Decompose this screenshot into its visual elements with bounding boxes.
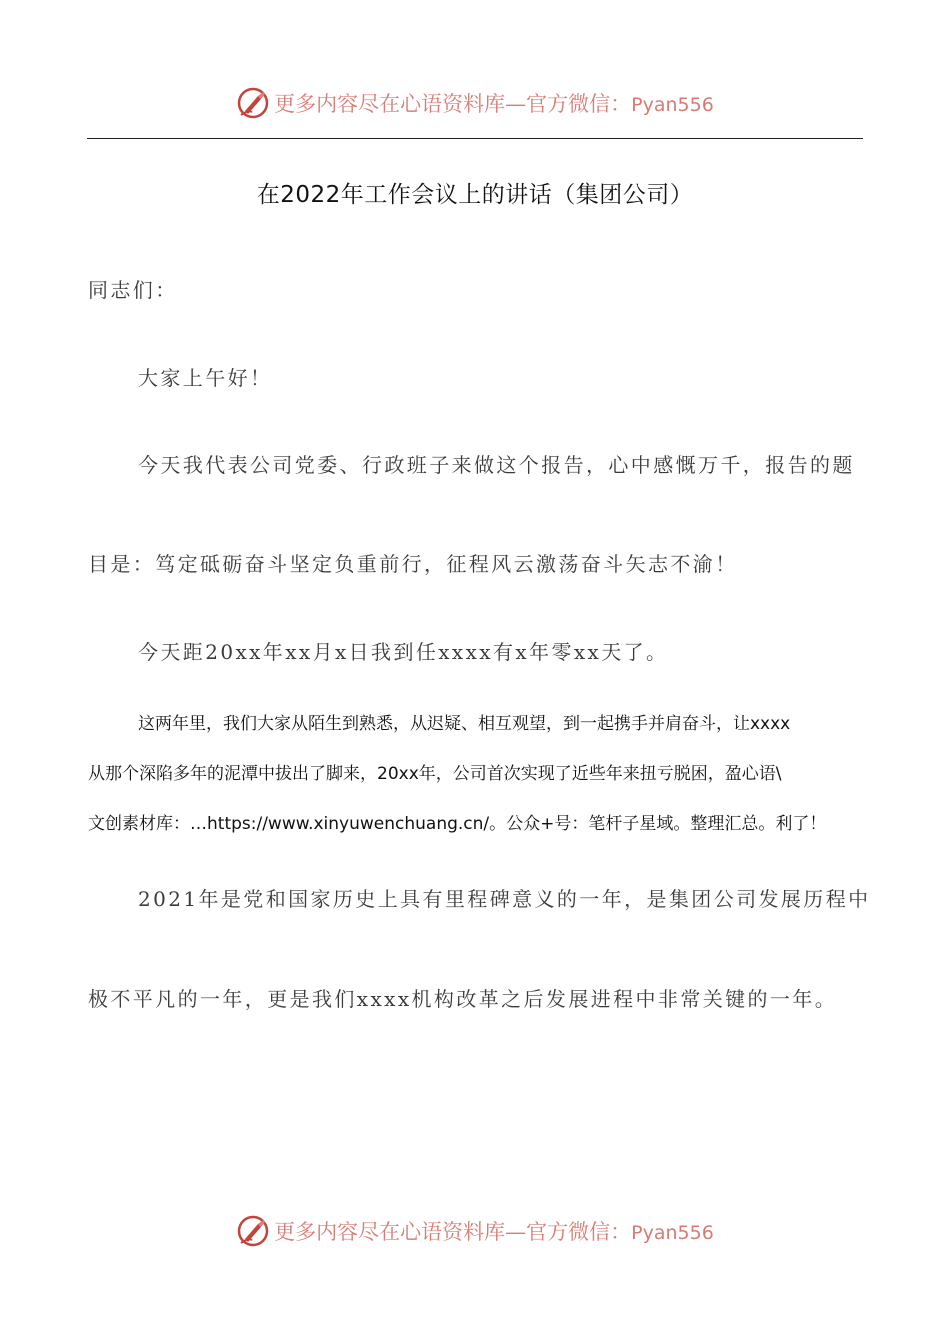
header-banner-label: 更多内容尽在心语资料库—官方微信： [274,92,632,116]
pen-logo-icon [236,1214,270,1248]
footer-wechat-id: Pyan556 [631,1222,714,1244]
header-banner-text [274,88,714,118]
paragraph3-line2: 从那个深陷多年的泥潭中拔出了脚来，20xx年，公司首次实现了近些年来扭亏脱困，盈心语\ [88,764,782,784]
paragraph3-line1: 这两年里，我们大家从陌生到熟悉，从迟疑、相互观望，到一起携手并肩奋斗，让xxxx [138,714,791,734]
paragraph2: 今天距20xx年xx月x日我到任xxxx有x年零xx天了。 [138,640,669,664]
footer-banner-label: 更多内容尽在心语资料库—官方微信： [274,1220,632,1244]
greeting: 大家上午好！ [138,366,273,390]
header-divider [87,138,863,139]
document-title: 在2022年工作会议上的讲话（集团公司） [256,182,694,208]
paragraph3-line3: 文创素材库：…https://www.xinyuwenchuang.cn/。公众+号：笔杆子星域。整理汇总。利了！ [88,814,827,834]
footer-banner-inner [236,1214,714,1248]
header-banner-inner [236,86,714,120]
header-banner [0,83,950,123]
header-wechat-id: Pyan556 [631,94,714,116]
paragraph1-line2: 目是：笃定砥砺奋斗坚定负重前行，征程风云激荡奋斗矢志不渝！ [88,552,738,576]
footer-banner-text [274,1216,714,1246]
footer-banner [0,1211,950,1251]
salutation: 同志们： [88,278,178,302]
pen-logo-icon [236,86,270,120]
paragraph1-line1: 今天我代表公司党委、行政班子来做这个报告，心中感慨万千，报告的题 [138,453,855,477]
paragraph4-line2: 极不平凡的一年，更是我们xxxx机构改革之后发展进程中非常关键的一年。 [88,987,838,1011]
paragraph4-line1: 2021年是党和国家历史上具有里程碑意义的一年，是集团公司发展历程中 [138,887,871,911]
